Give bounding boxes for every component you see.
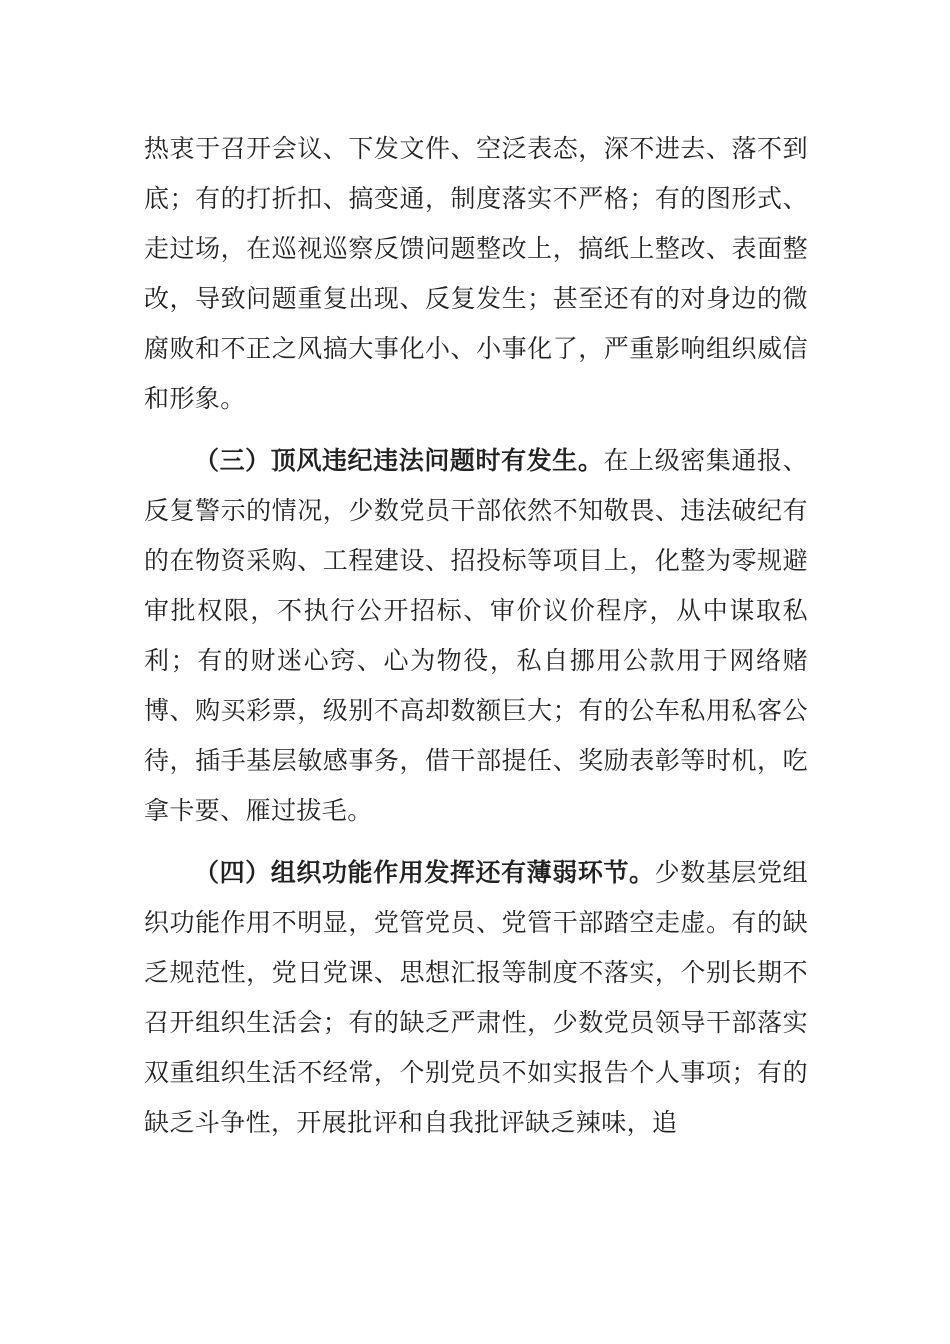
paragraph-section-four bbox=[144, 848, 808, 1148]
paragraph-text: 在上级密集通报、反复警示的情况，少数党员干部依然不知敬畏、违法破纪有的在物资采购、工程建设、招投标等项目上，化整为零规避审批权限，不执行公开招标、审价议价程序，从中谋取私利；有的财迷心窍、心为物役，私自挪用公款用于网络赌博、购买彩票，级别不高却数额巨大；有的公车私用私客公待，插手基层敏感事务，借干部提任、奖励表彰等时机，吃拿卡要、雁过拔毛。 bbox=[144, 446, 809, 825]
paragraph-section-three bbox=[144, 436, 808, 836]
section-heading: （三）顶风违纪违法问题时有发生。 bbox=[194, 446, 604, 475]
paragraph-text: 少数基层党组织功能作用不明显，党管党员、党管干部踏空走虚。有的缺乏规范性，党日党课、思想汇报等制度不落实，个别长期不召开组织生活会；有的缺乏严肃性，少数党员领导干部落实双重组织生活不经常，个别党员不如实报告个人事项；有的缺乏斗争性，开展批评和自我批评缺乏辣味，追 bbox=[144, 858, 808, 1137]
document-page bbox=[144, 124, 808, 1160]
paragraph-continued bbox=[144, 124, 808, 424]
section-heading: （四）组织功能作用发挥还有薄弱环节。 bbox=[194, 858, 655, 887]
paragraph-text: 热衷于召开会议、下发文件、空泛表态，深不进去、落不到底；有的打折扣、搞变通，制度落实不严格；有的图形式、走过场，在巡视巡察反馈问题整改上，搞纸上整改、表面整改，导致问题重复出现、反复发生；甚至还有的对身边的微腐败和不正之风搞大事化小、小事化了，严重影响组织威信和形象。 bbox=[144, 134, 808, 413]
